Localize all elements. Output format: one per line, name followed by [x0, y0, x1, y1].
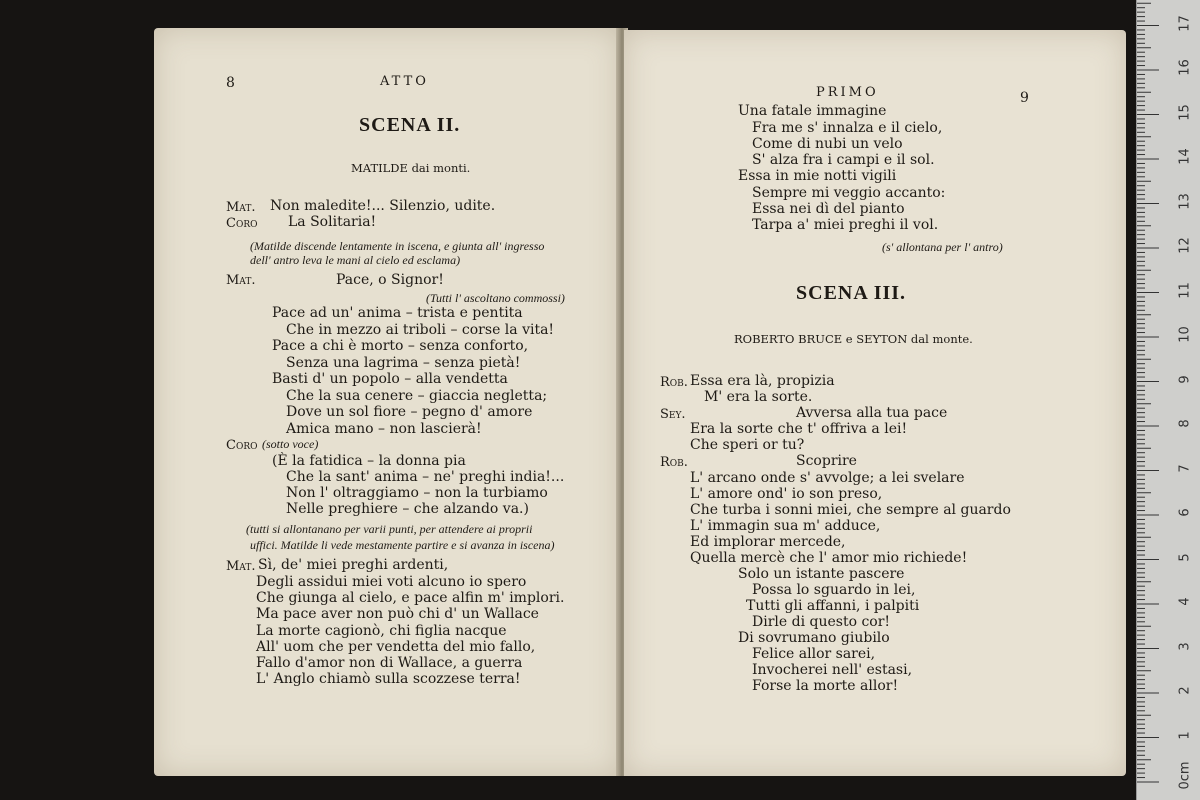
verse-line: Che giunga al cielo, e pace alfin m' implori. [256, 590, 565, 606]
verse-line: Che in mezzo ai triboli – corse la vita! [286, 322, 555, 338]
ruler-label: 13 [1177, 192, 1193, 210]
ruler-label: 2 [1177, 686, 1193, 695]
right-page-number: 9 [1020, 90, 1029, 106]
ruler-label: 5 [1177, 552, 1193, 562]
ruler-label: 1 [1177, 730, 1193, 740]
scene-iii-cast: ROBERTO BRUCE e SEYTON dal monte. [734, 332, 973, 346]
right-running-head: PRIMO [816, 85, 879, 100]
ruler-label: 10 [1177, 326, 1193, 343]
verse-line: Possa lo sguardo in lei, [752, 582, 916, 598]
speaker-label: Rob. [660, 375, 688, 390]
left-page [154, 28, 620, 776]
verse-line: Degli assidui miei voti alcuno io spero [256, 574, 527, 590]
verse-line: S' alza fra i campi e il sol. [752, 152, 935, 168]
verse-line: Pace a chi è morto – senza conforto, [272, 338, 529, 354]
verse-line: La Solitaria! [288, 214, 377, 230]
verse-line: Una fatale immagine [738, 103, 887, 119]
right-page [624, 30, 1126, 776]
verse-line: Fra me s' innalza e il cielo, [752, 120, 943, 136]
verse-line: M' era la sorte. [704, 389, 813, 405]
verse-line: All' uom che per vendetta del mio fallo, [256, 639, 536, 655]
ruler-label: 11 [1177, 281, 1193, 299]
verse-line: L' immagin sua m' adduce, [690, 518, 881, 534]
stage-direction: (s' allontana per l' antro) [882, 240, 1003, 254]
verse-line: Ed implorar mercede, [690, 534, 846, 550]
verse-line: Non l' oltraggiamo – non la turbiamo [286, 485, 548, 501]
verse-line: Sempre mi veggio accanto: [752, 185, 946, 201]
verse-line: L' Anglo chiamò sulla scozzese terra! [256, 671, 521, 687]
ruler-label: 15 [1177, 103, 1193, 121]
verse-line: Sì, de' miei preghi ardenti, [258, 557, 449, 573]
verse-line: Essa nei dì del pianto [752, 201, 905, 217]
verse-line: Quella mercè che l' amor mio richiede! [690, 550, 968, 566]
verse-line: Ma pace aver non può chi d' un Wallace [256, 606, 539, 622]
verse-line: Dirle di questo cor! [752, 614, 891, 630]
speaker-label: Sey. [660, 407, 686, 422]
ruler-label: 12 [1177, 237, 1193, 254]
verse-line: Era la sorte che t' offriva a lei! [690, 421, 908, 437]
stage-direction: (Tutti l' ascoltano commossi) [426, 291, 565, 305]
stage-direction: (Matilde discende lentamente in iscena, e giunta all' ingresso [250, 239, 545, 253]
verse-line: Felice allor sarei, [752, 646, 876, 662]
left-running-head: ATTO [380, 74, 429, 89]
verse-line: Che la sua cenere – giaccia negletta; [286, 388, 548, 404]
stage-direction: (tutti si allontanano per varii punti, per attendere ai proprii [246, 522, 533, 536]
verse-line: La morte cagionò, chi figlia nacque [256, 623, 507, 639]
stage-direction: (sotto voce) [262, 437, 319, 451]
measuring-ruler [1136, 0, 1200, 800]
verse-line: Solo un istante pascere [738, 566, 905, 582]
verse-line: L' arcano onde s' avvolge; a lei svelare [690, 470, 965, 486]
verse-line: L' amore ond' io son preso, [690, 486, 883, 502]
ruler-label: 8 [1177, 419, 1193, 428]
ruler-label: 6 [1177, 508, 1193, 517]
verse-line: Amica mano – non lascierà! [286, 421, 482, 437]
scene-iii-title: SCENA III. [796, 282, 907, 304]
verse-line: Essa in mie notti vigili [738, 168, 897, 184]
ruler-label: 4 [1177, 597, 1193, 606]
verse-line: Di sovrumano giubilo [738, 630, 890, 646]
verse-line: Invocherei nell' estasi, [752, 662, 913, 678]
verse-line: Come di nubi un velo [752, 136, 903, 152]
verse-line: Basti d' un popolo – alla vendetta [272, 371, 508, 387]
verse-line: Essa era là, propizia [690, 373, 835, 389]
ruler-label: 17 [1177, 14, 1193, 32]
scene-ii-cast: MATILDE dai monti. [351, 161, 471, 175]
verse-line: Avversa alla tua pace [796, 405, 948, 421]
verse-line: Che la sant' anima – ne' preghi india!... [286, 469, 565, 485]
ruler-label: 14 [1177, 148, 1193, 165]
speaker-label: Mat. [226, 559, 256, 574]
ruler-label: 0cm [1177, 761, 1193, 790]
verse-line: Che turba i sonni miei, che sempre al guardo [690, 502, 1011, 518]
ruler-label: 7 [1177, 463, 1193, 473]
stage-direction: dell' antro leva le mani al cielo ed esclama) [250, 253, 461, 267]
stage-direction: uffici. Matilde li vede mestamente partire e si avanza in iscena) [250, 538, 555, 552]
verse-line: Nelle preghiere – che alzando va.) [286, 501, 529, 517]
speaker-label: Coro [226, 216, 258, 231]
ruler-label: 16 [1177, 59, 1193, 76]
verse-line: Senza una lagrima – senza pietà! [286, 355, 521, 371]
speaker-label: Rob. [660, 455, 688, 470]
verse-line: Scoprire [796, 453, 857, 469]
speaker-label: Mat. [226, 200, 256, 215]
speaker-label: Coro [226, 438, 258, 453]
ruler-label: 3 [1177, 641, 1193, 651]
verse-line: Tarpa a' miei preghi il vol. [752, 217, 939, 233]
verse-line: Che speri or tu? [690, 437, 805, 453]
ruler-label: 9 [1177, 374, 1193, 384]
speaker-label: Mat. [226, 273, 256, 288]
verse-line: Pace, o Signor! [336, 272, 444, 288]
scene-ii-title: SCENA II. [359, 114, 461, 136]
verse-line: Forse la morte allor! [752, 678, 899, 694]
verse-line: (È la fatidica – la donna pia [272, 453, 466, 469]
verse-line: Tutti gli affanni, i palpiti [746, 598, 920, 614]
verse-line: Dove un sol fiore – pegno d' amore [286, 404, 533, 420]
left-page-number: 8 [226, 75, 235, 91]
verse-line: Fallo d'amor non di Wallace, a guerra [256, 655, 523, 671]
verse-line: Pace ad un' anima – trista e pentita [272, 305, 523, 321]
verse-line: Non maledite!... Silenzio, udite. [270, 198, 496, 214]
